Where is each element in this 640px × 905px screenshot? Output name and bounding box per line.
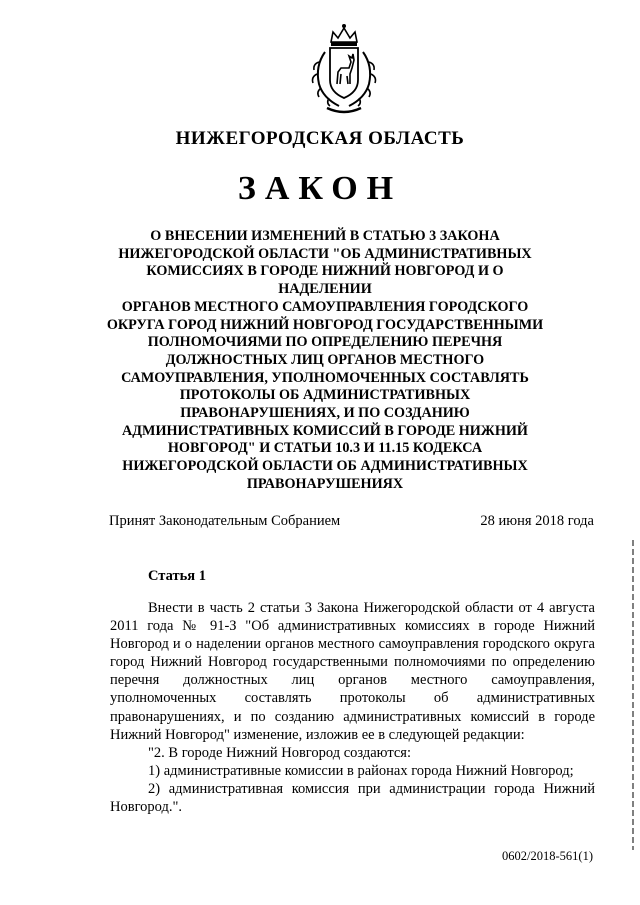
article-heading: Статья 1 xyxy=(148,568,206,584)
document-code: 0602/2018-561(1) xyxy=(502,849,593,863)
scan-margin-line xyxy=(631,540,635,850)
law-title-line: ПРОТОКОЛЫ ОБ АДМИНИСТРАТИВНЫХ xyxy=(179,387,471,404)
adoption-date: 28 июня 2018 года xyxy=(480,513,594,529)
law-title-line: НИЖЕГОРОДСКОЙ ОБЛАСТИ ОБ АДМИНИСТРАТИВНЫХ xyxy=(122,458,528,475)
law-title-line: АДМИНИСТРАТИВНЫХ КОМИССИЙ В ГОРОДЕ НИЖНИЙ xyxy=(122,422,528,439)
document-type-heading: ЗАКОН xyxy=(237,170,403,207)
article-paragraph: 2) административная комиссия при администрации города Нижний Новгород.". xyxy=(110,780,595,816)
law-title-line: НИЖЕГОРОДСКОЙ ОБЛАСТИ "ОБ АДМИНИСТРАТИВНЫХ xyxy=(118,245,532,262)
law-title-line: О ВНЕСЕНИИ ИЗМЕНЕНИЙ В СТАТЬЮ 3 ЗАКОНА xyxy=(150,228,500,244)
law-title-line: САМОУПРАВЛЕНИЯ, УПОЛНОМОЧЕННЫХ СОСТАВЛЯТЬ xyxy=(121,369,529,386)
law-title-line: ПРАВОНАРУШЕНИЯХ xyxy=(246,475,404,492)
adoption-text: Принят Законодательным Собранием xyxy=(109,513,341,529)
article-paragraph: Внести в часть 2 статьи 3 Закона Нижегородской области от 4 августа 2011 года № 91-З "Об административных комиссиях в городе Нижний Новгород и о наделении органов местного самоуправления городского округа город Нижний Новгород государственными полномочиями по определению перечня должностных лиц органов местного самоуправления, уполномоченных составлять протоколы об административных правонарушениях, и по созданию административных комиссий в городе Нижний Новгород" изменение, изложив ее в следующей редакции: xyxy=(110,600,595,743)
adoption-row xyxy=(109,513,594,531)
law-title-line: ПРАВОНАРУШЕНИЯХ, И ПО СОЗДАНИЮ xyxy=(180,405,470,422)
law-title-line: ОРГАНОВ МЕСТНОГО САМОУПРАВЛЕНИЯ ГОРОДСКОГО xyxy=(121,298,529,315)
law-title-line: ОКРУГА ГОРОД НИЖНИЙ НОВГОРОД ГОСУДАРСТВЕННЫМИ xyxy=(106,316,544,333)
law-title-line: КОМИССИЯХ В ГОРОДЕ НИЖНИЙ НОВГОРОД И О НАДЕЛЕНИИ xyxy=(146,263,504,298)
law-title-line: ПОЛНОМОЧИЯМИ ПО ОПРЕДЕЛЕНИЮ ПЕРЕЧНЯ xyxy=(147,334,503,351)
article-body xyxy=(110,599,595,816)
coat-of-arms-emblem xyxy=(303,22,385,118)
region-heading: НИЖЕГОРОДСКАЯ ОБЛАСТЬ xyxy=(175,128,465,149)
law-title-line: ДОЛЖНОСТНЫХ ЛИЦ ОРГАНОВ МЕСТНОГО xyxy=(165,351,485,368)
law-title-line: НОВГОРОД" И СТАТЬИ 10.3 И 11.15 КОДЕКСА xyxy=(167,440,483,457)
article-paragraph: "2. В городе Нижний Новгород создаются: xyxy=(148,744,411,761)
article-paragraph: 1) административные комиссии в районах города Нижний Новгород; xyxy=(148,762,574,779)
law-title xyxy=(100,228,550,494)
